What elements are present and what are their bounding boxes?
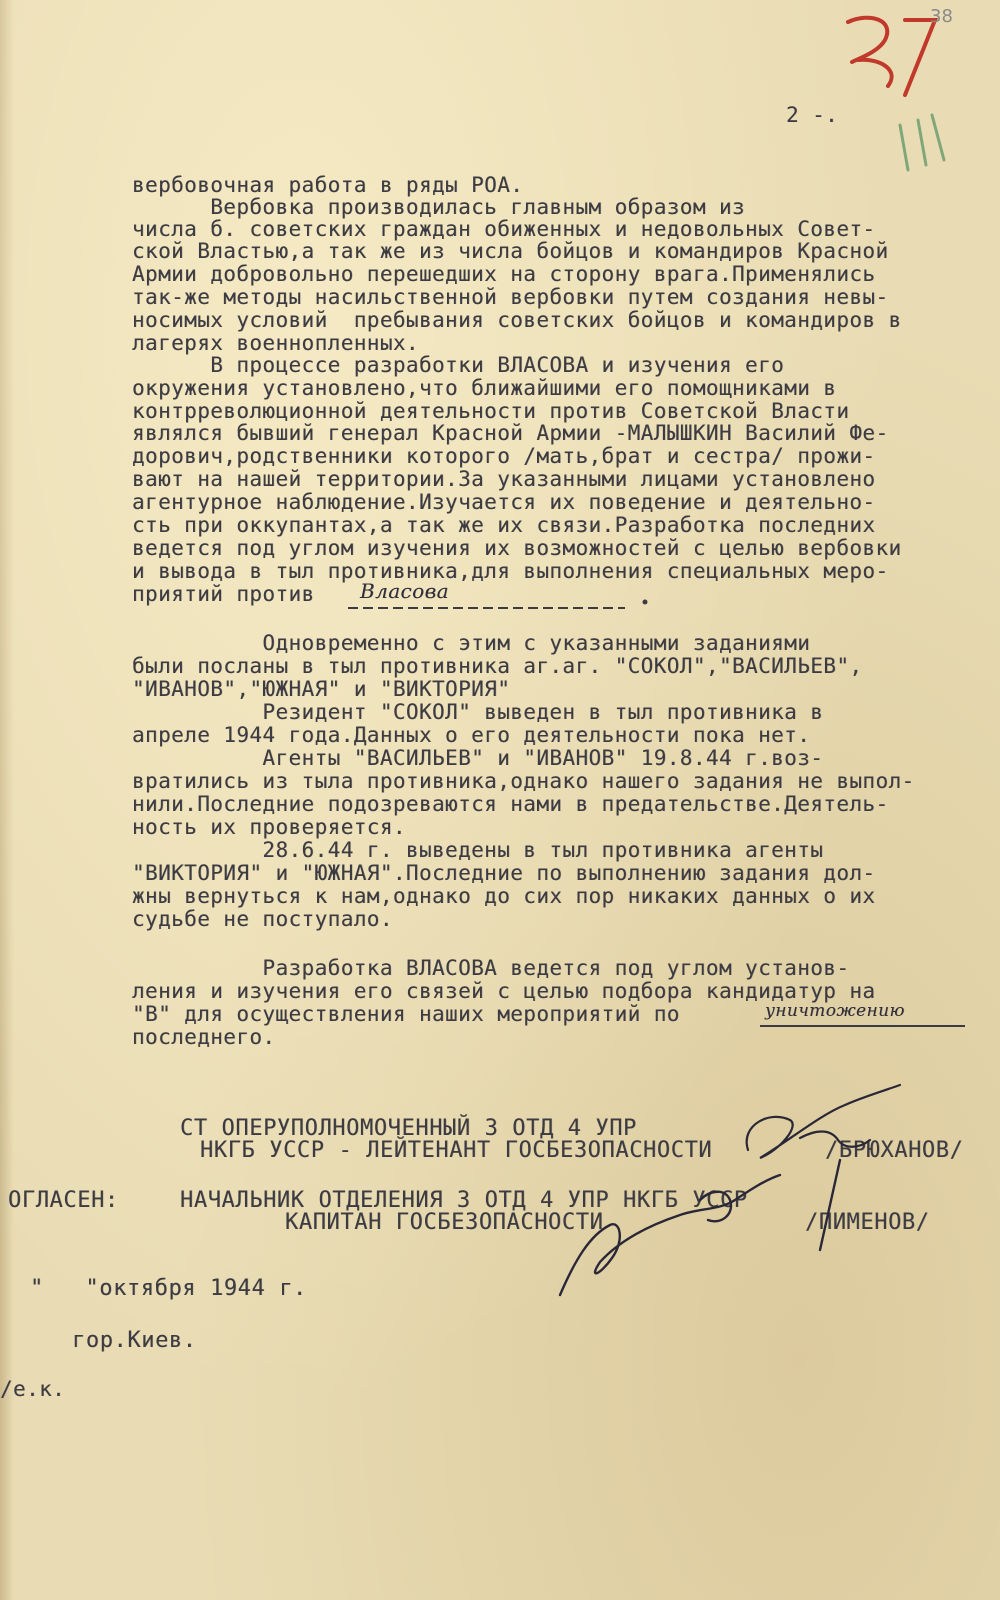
chief-name: /ПИМЕНОВ/ [805,1210,930,1235]
body-line: Вербовка производилась главным образом из [132,195,746,219]
body-line: числа б. советских граждан обиженных и недовольных Совет- [132,217,876,241]
body-line: В процессе разработки ВЛАСОВА и изучения его [132,353,785,377]
officer-name: /БРЮХАНОВ/ [825,1138,964,1163]
body-line: окружения установлено,что ближайшими его помощниками в [132,376,837,400]
body-line: контрреволюционной деятельности против Советской Власти [132,399,850,423]
body-line: "ИВАНОВ","ЮЖНАЯ" и "ВИКТОРИЯ" [132,677,511,701]
body-line: ской Властью,а так же из числа бойцов и командиров Красной [132,239,889,263]
body-line: носимых условий пребывания советских бойцов и командиров в [132,308,902,332]
body-line: Армии добровольно перешедших на сторону врага.Применялись [132,262,876,286]
body-line: являлся бывший генерал Красной Армии -МАЛЫШКИН Василий Фе- [132,421,889,445]
green-number-stroke [900,115,944,170]
date-line: " "октября 1944 г. [30,1276,307,1301]
officer-title-line-1: СТ ОПЕРУПОЛНОМОЧЕННЫЙ 3 ОТД 4 УПР [180,1116,637,1141]
body-line: "ВИКТОРИЯ" и "ЮЖНАЯ".Последние по выполнению задания дол- [132,861,876,885]
body-line: агентурное наблюдение.Изучается их поведение и деятельно- [132,490,876,514]
body-line: судьбе не поступало. [132,907,393,931]
typist-mark: /е.к. [0,1377,66,1401]
body-line: лагерях военнопленных. [132,331,419,355]
body-line: ность их проверяется. [132,815,406,839]
handwritten-insert: уничтожению [765,1001,905,1021]
body-line: вратились из тыла противника,однако нашего задания не выпол- [132,769,915,793]
body-line: были посланы в тыл противника аг.аг. "СОКОЛ","ВАСИЛЬЕВ", [132,654,863,678]
handwritten-insert: Власова [360,579,449,603]
body-line: так-же методы насильственной вербовки путем создания невы- [132,285,889,309]
body-line: апреле 1944 года.Данных о его деятельности пока нет. [132,723,811,747]
chief-title-line-2: КАПИТАН ГОСБЕЗОПАСНОСТИ [285,1210,604,1235]
body-line: вербовочная работа в ряды РОА. [132,173,524,197]
page-number: 2 -. [786,103,839,127]
officer-title-line-2: НКГБ УССР - ЛЕЙТЕНАНТ ГОСБЕЗОПАСНОСТИ [200,1138,713,1163]
body-line: жны вернуться к нам,однако до сих пор никаких данных о их [132,884,876,908]
body-line: Одновременно с этим с указанными заданиями [132,631,811,655]
body-line: ведется под углом изучения их возможностей с целью вербовки [132,536,902,560]
small-archive-number: 38 [930,6,953,27]
red-number-stroke [848,18,935,95]
body-line: последнего. [132,1025,276,1049]
body-line: сть при оккупантах,а так же их связи.Разработка последних [132,513,876,537]
body-line: ления и изучения его связей с целью подбора кандидатур на [132,979,876,1003]
city-line: гор.Киев. [72,1328,197,1353]
body-line: Разработка ВЛАСОВА ведется под углом установ- [132,956,850,980]
body-line: Резидент "СОКОЛ" выведен в тыл противника в [132,700,824,724]
body-line: нили.Последние подозреваются нами в предательстве.Деятель- [132,792,889,816]
body-line: вают на нашей территории.За указанными лицами установлено [132,467,876,491]
body-line: дорович,родственники которого /мать,брат и сестра/ прожи- [132,444,876,468]
body-line: приятий против [132,582,315,606]
body-line: и вывода в тыл противника,для выполнения специальных меро- [132,559,889,583]
body-line: 28.6.44 г. выведены в тыл противника агенты [132,838,824,862]
body-line: "В" для осуществления наших мероприятий по [132,1002,680,1026]
chief-title-line-1: НАЧАЛЬНИК ОТДЕЛЕНИЯ 3 ОТД 4 УПР НКГБ УССР [180,1188,748,1213]
body-line: Агенты "ВАСИЛЬЕВ" и "ИВАНОВ" 19.8.44 г.воз- [132,746,824,770]
agreed-label: ОГЛАСЕН: [8,1188,119,1213]
